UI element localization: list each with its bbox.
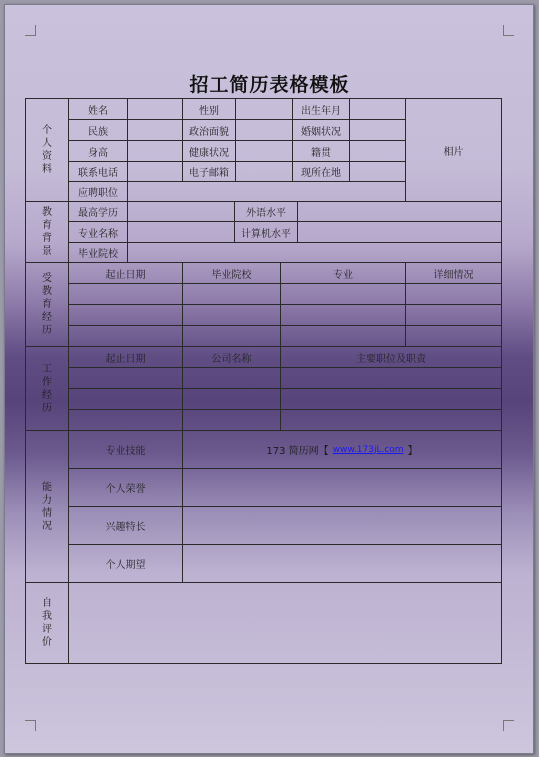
section-work: 工作经历 <box>25 346 69 431</box>
field-major[interactable] <box>127 221 235 243</box>
training-cell[interactable] <box>405 325 502 347</box>
label-school: 毕业院校 <box>68 242 128 263</box>
work-cell[interactable] <box>280 409 502 431</box>
label-computer: 计算机水平 <box>234 221 298 243</box>
work-cell[interactable] <box>68 367 183 389</box>
label-position: 应聘职位 <box>68 181 128 202</box>
section-self-evaluation: 自我评价 <box>25 582 69 664</box>
field-school[interactable] <box>127 242 502 263</box>
field-ethnicity[interactable] <box>127 119 183 141</box>
label-birth: 出生年月 <box>292 98 350 120</box>
label-phone: 联系电话 <box>68 161 128 182</box>
field-name[interactable] <box>127 98 183 120</box>
training-cell[interactable] <box>68 325 183 347</box>
field-computer[interactable] <box>297 221 502 243</box>
section-ability: 能力情况 <box>25 430 69 583</box>
work-header-duties: 主要职位及职责 <box>280 346 502 368</box>
label-health: 健康状况 <box>182 140 236 162</box>
label-native: 籍贯 <box>292 140 350 162</box>
photo-box[interactable]: 相片 <box>405 98 502 202</box>
label-language: 外语水平 <box>234 201 298 222</box>
corner-mark <box>503 25 514 36</box>
label-hobbies: 兴趣特长 <box>68 506 183 545</box>
label-politics: 政治面貌 <box>182 119 236 141</box>
label-ethnicity: 民族 <box>68 119 128 141</box>
field-native[interactable] <box>349 140 406 162</box>
field-email[interactable] <box>235 161 293 182</box>
field-birth[interactable] <box>349 98 406 120</box>
field-politics[interactable] <box>235 119 293 141</box>
training-cell[interactable] <box>405 283 502 305</box>
work-cell[interactable] <box>182 388 281 410</box>
field-degree[interactable] <box>127 201 235 222</box>
label-gender: 性别 <box>182 98 236 120</box>
work-cell[interactable] <box>68 409 183 431</box>
corner-mark <box>25 25 36 36</box>
label-residence: 现所在地 <box>292 161 350 182</box>
field-health[interactable] <box>235 140 293 162</box>
training-header-date: 起止日期 <box>68 262 183 284</box>
label-email: 电子邮箱 <box>182 161 236 182</box>
field-gender[interactable] <box>235 98 293 120</box>
field-phone[interactable] <box>127 161 183 182</box>
work-header-company: 公司名称 <box>182 346 281 368</box>
work-cell[interactable] <box>280 367 502 389</box>
training-cell[interactable] <box>182 304 281 326</box>
field-honors[interactable] <box>182 468 502 507</box>
section-personal: 个人资料 <box>25 98 69 202</box>
training-cell[interactable] <box>68 283 183 305</box>
label-skills: 专业技能 <box>68 430 183 469</box>
label-height: 身高 <box>68 140 128 162</box>
label-major: 专业名称 <box>68 221 128 243</box>
corner-mark <box>25 720 36 731</box>
label-honors: 个人荣誉 <box>68 468 183 507</box>
section-training: 受教育经历 <box>25 262 69 347</box>
training-cell[interactable] <box>405 304 502 326</box>
corner-mark <box>503 720 514 731</box>
work-cell[interactable] <box>280 388 502 410</box>
work-cell[interactable] <box>68 388 183 410</box>
field-residence[interactable] <box>349 161 406 182</box>
training-cell[interactable] <box>182 283 281 305</box>
field-language[interactable] <box>297 201 502 222</box>
training-header-details: 详细情况 <box>405 262 502 284</box>
work-header-date: 起止日期 <box>68 346 183 368</box>
label-expectation: 个人期望 <box>68 544 183 583</box>
label-name: 姓名 <box>68 98 128 120</box>
training-cell[interactable] <box>280 325 406 347</box>
field-marital[interactable] <box>349 119 406 141</box>
work-cell[interactable] <box>182 367 281 389</box>
field-expectation[interactable] <box>182 544 502 583</box>
field-self-evaluation[interactable] <box>68 582 502 664</box>
field-height[interactable] <box>127 140 183 162</box>
work-cell[interactable] <box>182 409 281 431</box>
training-header-major: 专业 <box>280 262 406 284</box>
training-cell[interactable] <box>182 325 281 347</box>
training-cell[interactable] <box>280 304 406 326</box>
label-degree: 最高学历 <box>68 201 128 222</box>
document-title: 招工简历表格模板 <box>189 74 350 96</box>
field-hobbies[interactable] <box>182 506 502 545</box>
site-link[interactable]: www.173jL.com <box>332 444 404 455</box>
label-marital: 婚姻状况 <box>292 119 350 141</box>
field-skills[interactable] <box>182 430 502 469</box>
site-credit: 173 简历网【 www.173jL.com 】 <box>266 444 418 457</box>
training-header-school: 毕业院校 <box>182 262 281 284</box>
field-position[interactable] <box>127 181 406 202</box>
section-education: 教育背景 <box>25 201 69 263</box>
training-cell[interactable] <box>68 304 183 326</box>
training-cell[interactable] <box>280 283 406 305</box>
